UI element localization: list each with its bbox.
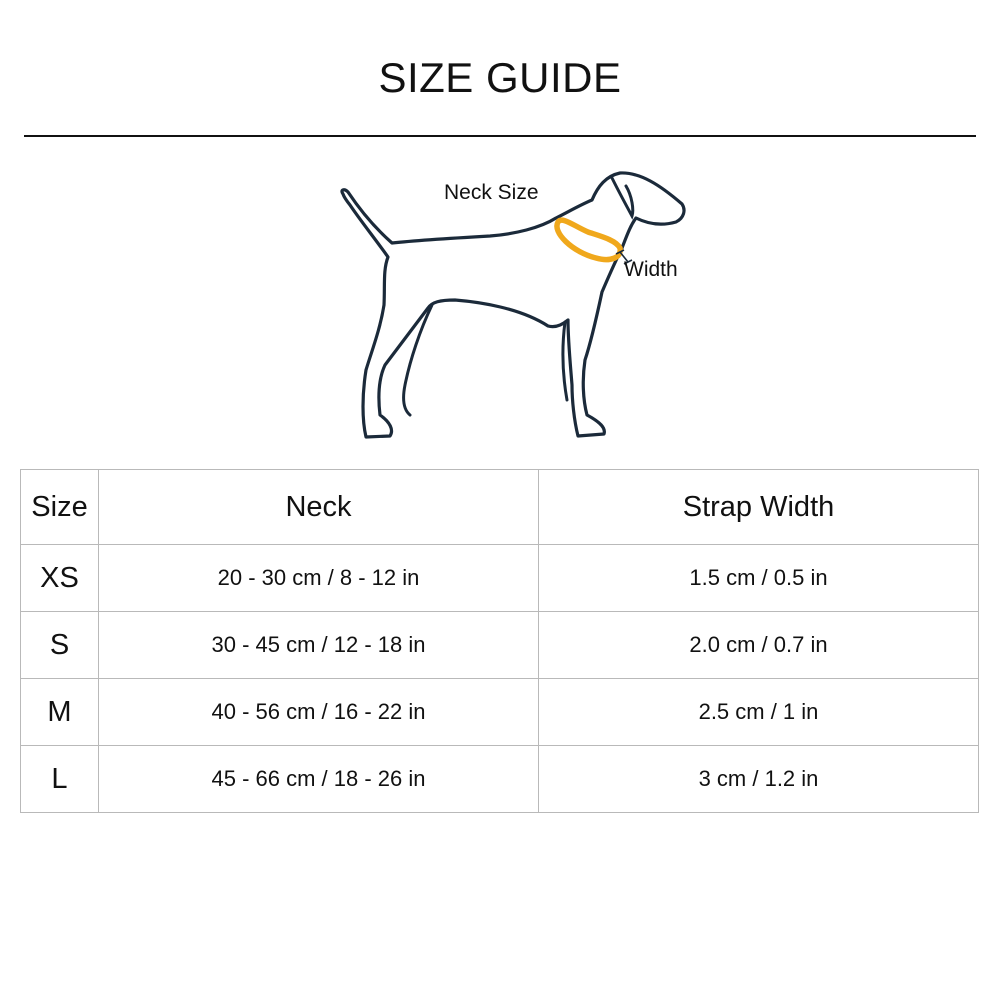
neck-cell: 30 - 45 cm / 12 - 18 in bbox=[99, 612, 539, 679]
neck-cell: 20 - 30 cm / 8 - 12 in bbox=[99, 545, 539, 612]
size-table bbox=[20, 469, 979, 813]
dog-illustration bbox=[330, 165, 700, 450]
table-header-row bbox=[21, 470, 979, 545]
strap-width-cell: 1.5 cm / 0.5 in bbox=[539, 545, 979, 612]
size-cell: L bbox=[21, 746, 99, 813]
width-label: Width bbox=[624, 258, 678, 281]
dog-ear bbox=[612, 178, 633, 216]
header-strap-width: Strap Width bbox=[539, 470, 979, 545]
header-size: Size bbox=[21, 470, 99, 545]
strap-width-cell: 2.0 cm / 0.7 in bbox=[539, 612, 979, 679]
neck-cell: 45 - 66 cm / 18 - 26 in bbox=[99, 746, 539, 813]
collar-ring bbox=[557, 220, 620, 259]
size-cell: XS bbox=[21, 545, 99, 612]
title-divider bbox=[24, 135, 976, 137]
table-row bbox=[21, 612, 979, 679]
table-row bbox=[21, 746, 979, 813]
strap-width-cell: 2.5 cm / 1 in bbox=[539, 679, 979, 746]
strap-width-cell: 3 cm / 1.2 in bbox=[539, 746, 979, 813]
neck-cell: 40 - 56 cm / 16 - 22 in bbox=[99, 679, 539, 746]
page-title: SIZE GUIDE bbox=[378, 54, 622, 101]
size-cell: M bbox=[21, 679, 99, 746]
neck-size-label: Neck Size bbox=[444, 181, 539, 204]
header-neck: Neck bbox=[99, 470, 539, 545]
dog-front-leg-line bbox=[563, 322, 567, 400]
table-row bbox=[21, 679, 979, 746]
size-cell: S bbox=[21, 612, 99, 679]
table-row bbox=[21, 545, 979, 612]
